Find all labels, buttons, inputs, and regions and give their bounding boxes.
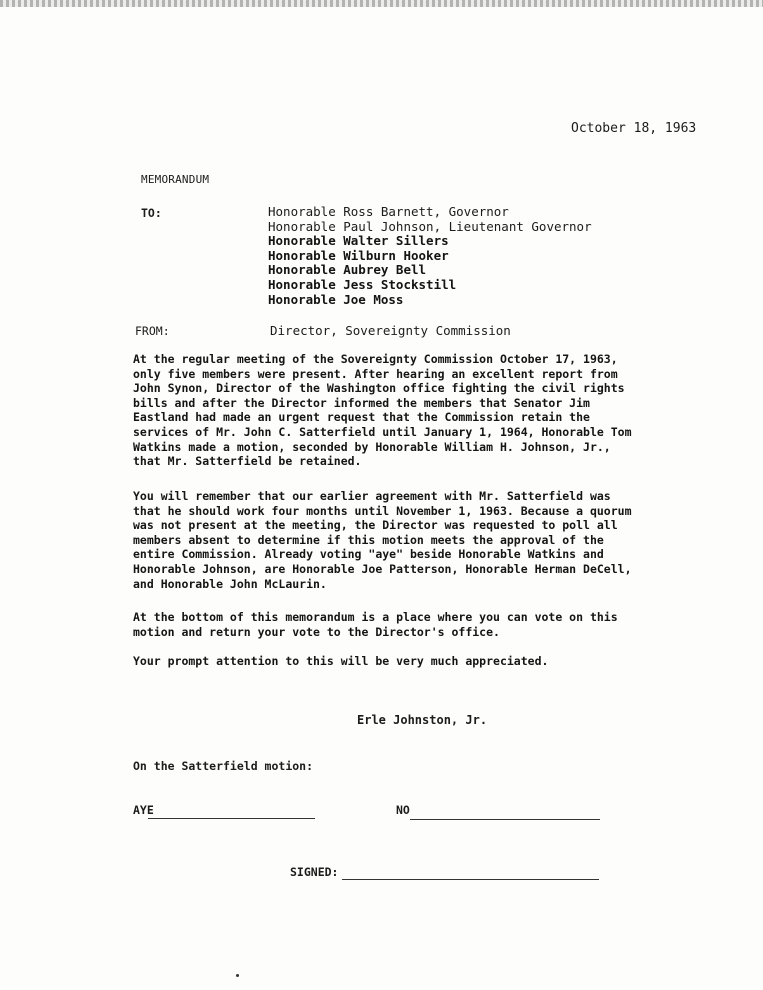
signature-name: Erle Johnston, Jr. [357,713,488,727]
recipient-line: Honorable Aubrey Bell [268,262,427,277]
body-paragraph-4: Your prompt attention to this will be very much appreciated. [133,654,549,668]
body-paragraph-2: You will remember that our earlier agreement with Mr. Satterfield was that he should work four months until November 1, 1963. Because a quorum was not present at the meeting, the Director was requested to poll all members absent to determine if this motion meets the approval of the entire Commission. Already voting "aye" beside Honorable Watkins and Honorable Johnson, are Honorable Joe Patterson, Honorable Herman DeCell, and Honorable John McLaurin. [133,489,632,591]
recipient-line: Honorable Jess Stockstill [268,277,457,292]
no-label: NO [396,803,410,817]
ballot-prompt: On the Satterfield motion: [133,759,314,773]
to-label: TO: [141,206,162,220]
aye-vote-line [148,818,315,819]
recipient-line: Honorable Paul Johnson, Lieutenant Governor [268,219,592,234]
recipient-line: Honorable Ross Barnett, Governor [268,204,509,219]
scan-speck [236,974,239,977]
recipient-line: Honorable Joe Moss [268,292,404,307]
signed-label: SIGNED: [290,865,339,879]
aye-label: AYE [133,803,154,817]
body-paragraph-3: At the bottom of this memorandum is a place where you can vote on this motion and return your vote to the Director's office. [133,610,618,639]
from-value: Director, Sovereignty Commission [270,323,511,338]
no-vote-line [410,819,600,820]
recipient-line: Honorable Walter Sillers [268,233,449,248]
scan-top-edge [0,0,763,7]
from-label: FROM: [135,324,170,338]
signature-line [342,879,599,880]
body-paragraph-1: At the regular meeting of the Sovereignty Commission October 17, 1963, only five members were present. After hearing an excellent report from John Synon, Director of the Washington office fighting the civil rights bills and after the Director informed the members that Senator Jim Eastland had made an urgent request that the Commission retain the services of Mr. John C. Satterfield until January 1, 1964, Honorable Tom Watkins made a motion, seconded by Honorable William H. Johnson, Jr., that Mr. Satterfield be retained. [133,352,632,469]
memo-date: October 18, 1963 [571,121,697,136]
recipient-line: Honorable Wilburn Hooker [268,248,449,263]
memo-heading: MEMORANDUM [141,173,210,186]
